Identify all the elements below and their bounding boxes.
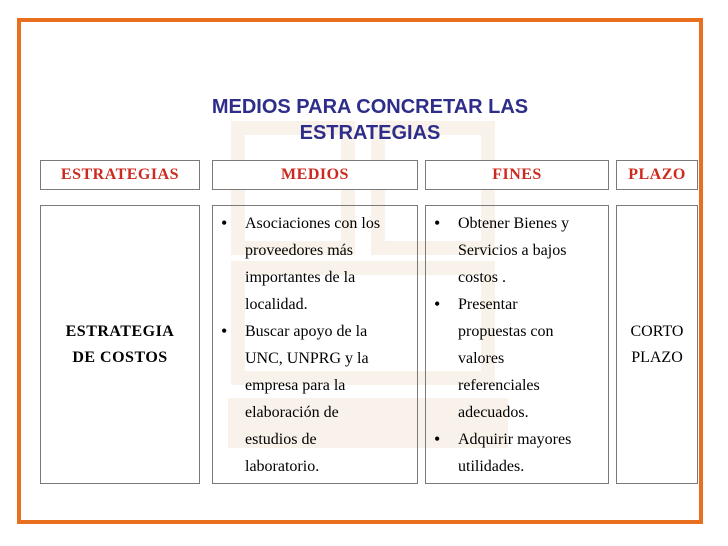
medios-item-line: localidad. [245,296,308,313]
header-estrategias: ESTRATEGIAS [40,160,200,190]
fines-item [426,426,608,480]
estrategia-line-2: DE COSTOS [72,348,168,366]
fines-item-line: Obtener Bienes y [458,215,570,232]
medios-item-line: empresa para la [245,377,346,394]
slide-title [140,94,600,146]
bullet-icon: • [434,213,441,233]
fines-item-line: propuestas con [458,323,554,340]
estrategia-line-1: ESTRATEGIA [65,322,175,340]
medios-item [213,210,417,318]
medios-item-line: proveedores más [245,242,353,259]
medios-item-line: importantes de la [245,269,356,286]
title-line-2: ESTRATEGIAS [299,122,441,144]
medios-item-line: estudios de [245,431,317,448]
cell-plazo [616,205,698,484]
plazo-line-1: CORTO [630,322,684,340]
bullet-icon: • [434,294,441,314]
plazo-line-2: PLAZO [631,348,683,366]
fines-list [426,206,608,480]
fines-item [426,210,608,291]
fines-item-line: adecuados. [458,404,529,421]
title-line-1: MEDIOS PARA CONCRETAR LAS [211,96,529,118]
medios-item [213,318,417,480]
header-medios: MEDIOS [212,160,418,190]
fines-item-line: Servicios a bajos [458,242,567,259]
bullet-icon: • [434,429,441,449]
header-fines: FINES [425,160,609,190]
medios-item-line: Buscar apoyo de la [245,323,368,340]
bullet-icon: • [221,213,228,233]
header-plazo: PLAZO [616,160,698,190]
fines-item-line: Adquirir mayores [458,431,572,448]
fines-item-line: Presentar [458,296,518,313]
fines-item-line: valores [458,350,505,367]
medios-item-line: laboratorio. [245,458,320,475]
fines-item-line: utilidades. [458,458,525,475]
medios-item-line: Asociaciones con los [245,215,381,232]
cell-estrategia [40,205,200,484]
medios-item-line: elaboración de [245,404,339,421]
fines-item-line: costos . [458,269,506,286]
medios-item-line: UNC, UNPRG y la [245,350,369,367]
bullet-icon: • [221,321,228,341]
medios-list [213,206,417,480]
fines-item-line: referenciales [458,377,540,394]
cell-fines [425,205,609,484]
fines-item [426,291,608,426]
cell-medios [212,205,418,484]
